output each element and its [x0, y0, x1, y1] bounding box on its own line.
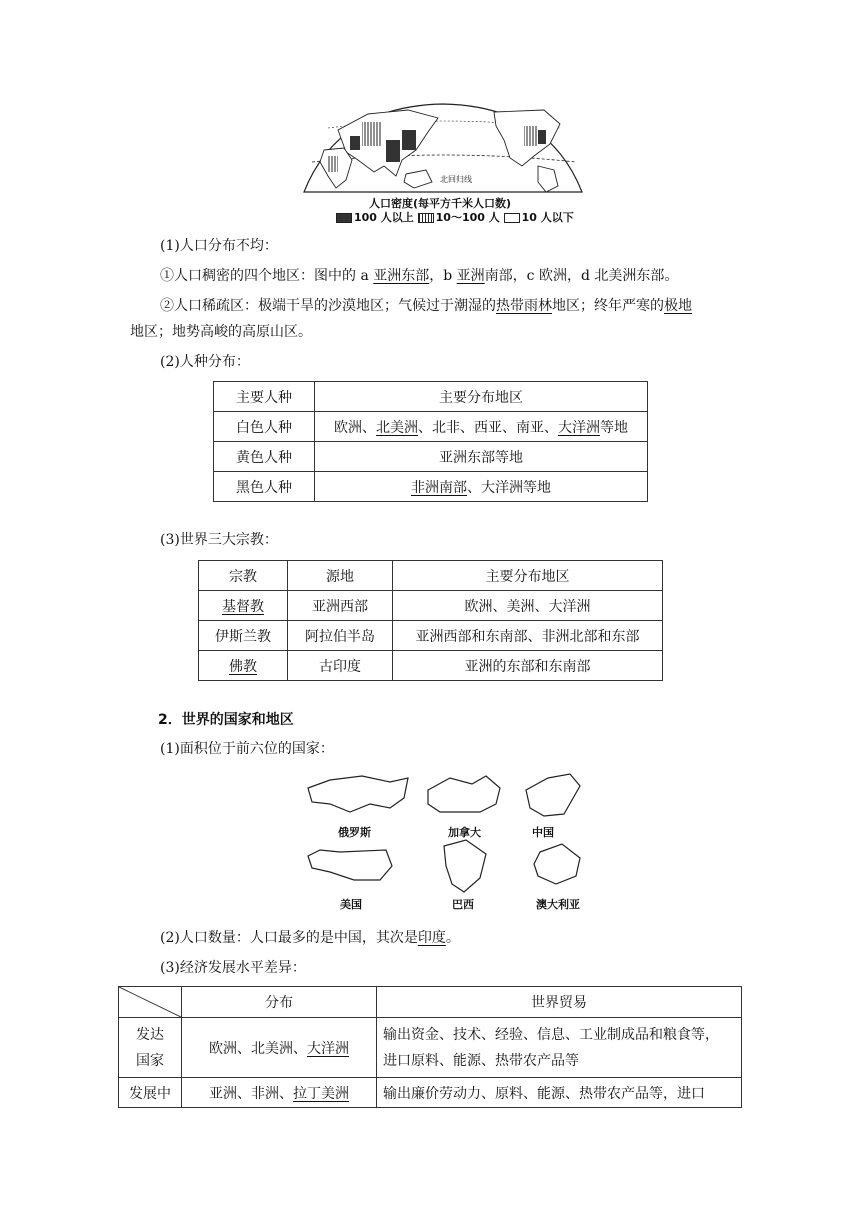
economic-diff-heading: (3)经济发展水平差异： [160, 960, 306, 976]
legend-swatch-dense [336, 213, 352, 223]
legend-label-striped: 10～100 人 [435, 211, 500, 224]
legend-swatch-striped [418, 213, 434, 223]
trade-cell: 输出资金、技术、经验、信息、工业制成品和粮食等， 进口原料、能源、热带农产品等 [377, 1018, 742, 1078]
race-name-cell: 黄色人种 [214, 442, 315, 472]
diagonal-header-cell [119, 987, 182, 1018]
religion-name-cell: 伊斯兰教 [199, 621, 288, 651]
religion-name-cell: 基督教 [199, 591, 288, 621]
table-header-cell: 世界贸易 [377, 987, 742, 1018]
race-name-cell: 黑色人种 [214, 472, 315, 502]
legend-label-blank: 10 人以下 [521, 211, 574, 224]
table-row [214, 412, 648, 442]
sparse-areas-paragraph: ②人口稀疏区：极端干旱的沙漠地区；气候过于潮湿的热带雨林地区；终年严寒的极地 [160, 298, 692, 314]
race-area-cell: 亚洲东部等地 [315, 442, 648, 472]
tropic-label: 北回归线 [440, 175, 472, 184]
table-header-cell: 主要分布地区 [315, 382, 648, 412]
population-count-paragraph: (2)人口数量：人口最多的是中国，其次是印度。 [160, 930, 460, 946]
religion-name-cell: 佛教 [199, 651, 288, 681]
country-label-russia: 俄罗斯 [338, 826, 371, 839]
section-countries-heading: 2．世界的国家和地区 [158, 712, 294, 728]
legend-label-dense: 100 人以上 [354, 211, 414, 224]
religion-origin-cell: 阿拉伯半岛 [288, 621, 393, 651]
table-row [119, 1018, 742, 1078]
diagonal-line [119, 987, 181, 1017]
table-row [199, 651, 663, 681]
table-row [214, 472, 648, 502]
race-area-cell: 欧洲、北美洲、北非、西亚、南亚、大洋洲等地 [315, 412, 648, 442]
race-distribution-table [213, 381, 648, 502]
country-outlines-svg [300, 768, 600, 916]
economic-development-table [118, 986, 742, 1108]
country-label-usa: 美国 [340, 898, 362, 911]
population-density-map [298, 100, 588, 196]
distribution-cell: 亚洲、非洲、拉丁美洲 [182, 1078, 377, 1108]
religion-area-cell: 亚洲西部和东南部、非洲北部和东部 [393, 621, 663, 651]
trade-cell: 输出廉价劳动力、原料、能源、热带农产品等，进口 [377, 1078, 742, 1108]
table-row [214, 442, 648, 472]
religion-origin-cell: 亚洲西部 [288, 591, 393, 621]
country-label-canada: 加拿大 [448, 826, 481, 839]
table-header-cell: 宗教 [199, 561, 288, 591]
country-label-brazil: 巴西 [452, 898, 474, 911]
largest-countries-heading: (1)面积位于前六位的国家： [160, 741, 334, 757]
table-header-cell: 主要分布地区 [393, 561, 663, 591]
table-row [119, 987, 742, 1018]
legend-swatch-blank [504, 213, 520, 223]
religion-table [198, 560, 663, 681]
religion-area-cell: 欧洲、美洲、大洋洲 [393, 591, 663, 621]
world-map-figure [298, 100, 588, 196]
religion-origin-cell: 古印度 [288, 651, 393, 681]
table-header-cell: 源地 [288, 561, 393, 591]
map-legend [336, 209, 574, 225]
table-header-cell: 主要人种 [214, 382, 315, 412]
section-population-uneven-heading: (1)人口分布不均： [160, 238, 278, 254]
table-row [119, 1078, 742, 1108]
map-caption: 人口密度(每平方千米人口数) [368, 197, 512, 210]
sparse-areas-paragraph-cont: 地区；地势高峻的高原山区。 [130, 324, 312, 340]
race-area-cell: 非洲南部、大洋洲等地 [315, 472, 648, 502]
dense-areas-paragraph: ①人口稠密的四个地区：图中的 a 亚洲东部，b 亚洲南部，c 欧洲，d 北美洲东部。 [160, 268, 679, 284]
country-outlines-figure [300, 768, 600, 916]
race-name-cell: 白色人种 [214, 412, 315, 442]
distribution-cell: 欧洲、北美洲、大洋洲 [182, 1018, 377, 1078]
section-religion-heading: (3)世界三大宗教： [160, 532, 278, 548]
religion-area-cell: 亚洲的东部和东南部 [393, 651, 663, 681]
country-label-australia: 澳大利亚 [536, 898, 580, 911]
table-row [199, 591, 663, 621]
table-row [199, 621, 663, 651]
section-race-heading: (2)人种分布： [160, 354, 250, 370]
table-row [214, 382, 648, 412]
country-type-cell: 发达 国家 [119, 1018, 182, 1078]
table-header-cell: 分布 [182, 987, 377, 1018]
country-type-cell: 发展中 [119, 1078, 182, 1108]
country-label-china: 中国 [532, 826, 554, 839]
table-row [199, 561, 663, 591]
